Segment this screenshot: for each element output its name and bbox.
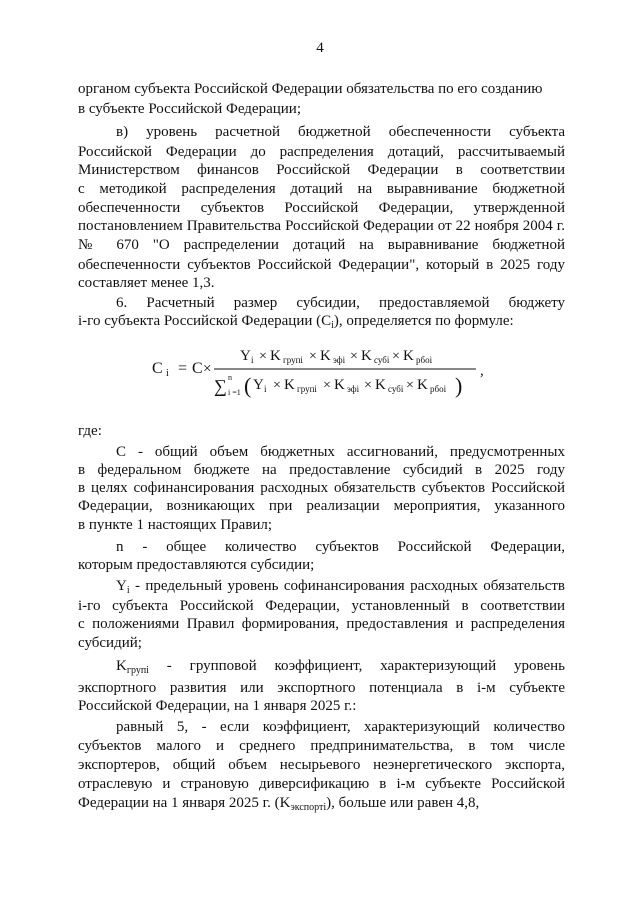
- formula-times: ×: [406, 378, 414, 393]
- text-line: Министерством финансов Российской Федерации в соответствии: [78, 162, 565, 178]
- formula-K: K: [361, 348, 372, 364]
- text-line: в федеральном бюджете на предоставление субсидий в 2025 году: [78, 462, 565, 478]
- formula-K: K: [417, 377, 428, 393]
- text-line: в пункте 1 настоящих Правил;: [78, 517, 273, 533]
- formula-K: K: [270, 348, 281, 364]
- formula-rparen: ): [455, 373, 463, 398]
- text-line: с методикой распределения дотаций на выравнивание бюджетной: [78, 181, 565, 197]
- symbol-subscript: i: [126, 585, 130, 596]
- text-fragment: i-го субъекта Российской Федерации (: [78, 313, 322, 329]
- formula-sub: рбоi: [430, 384, 447, 394]
- text-line: с положениями Правил формирования, предоставления и распределения: [78, 616, 565, 632]
- text-line: обеспеченности субъектов Российской Федерации, утвержденной: [78, 200, 565, 216]
- symbol-K: K: [116, 658, 127, 674]
- text-fragment: - групповой коэффициент, характеризующий уровень: [148, 658, 565, 674]
- text-line: отраслевую и страновую диверсификацию в i-м субъекте Российской: [78, 776, 565, 792]
- formula-sub: i: [166, 368, 169, 379]
- formula-sub: i: [264, 384, 267, 394]
- text-line: экспортеров, общий объем несырьевого неэнергетического экспорта,: [78, 757, 565, 773]
- formula-sub: i: [251, 355, 254, 365]
- formula-K: K: [375, 377, 386, 393]
- formula-eq: =: [178, 360, 188, 377]
- formula-sub: эфi: [333, 355, 346, 365]
- text-line: С - общий объем бюджетных ассигнований, предусмотренных: [116, 444, 565, 460]
- formula-C: C: [152, 360, 163, 377]
- formula-times: ×: [392, 349, 400, 364]
- page-number: 4: [316, 40, 324, 56]
- text-line: 6. Расчетный размер субсидии, предоставляемой бюджету: [116, 295, 565, 311]
- text-fragment: - предельный уровень софинансирования расходных обязательств: [129, 578, 565, 594]
- text-line: субсидий;: [78, 635, 142, 651]
- text-line: [116, 657, 565, 677]
- formula-sum-lower: i =1: [228, 388, 241, 397]
- formula-Y: Y: [253, 377, 264, 393]
- formula-sum: ∑: [214, 376, 227, 396]
- symbol-subscript: i: [331, 320, 334, 331]
- text-line: i-го субъекта Российской Федерации, установленный в соответствии: [78, 598, 565, 614]
- formula-times: ×: [309, 349, 317, 364]
- text-line: где:: [78, 423, 102, 439]
- formula-times: ×: [364, 378, 372, 393]
- text-fragment: ), определяется по формуле:: [333, 313, 514, 329]
- formula-K: K: [403, 348, 414, 364]
- formula-sub: субi: [388, 384, 404, 394]
- formula-sum-upper: n: [228, 373, 232, 382]
- symbol-Y: Y: [116, 578, 127, 594]
- symbol-subscript: экспортi: [290, 802, 327, 813]
- text-line: Российской Федерации до распределения дотаций, рассчитываемый: [78, 144, 565, 160]
- text-line: равный 5, - если коэффициент, характеризующий количество: [116, 719, 565, 735]
- formula-times: ×: [259, 349, 267, 364]
- text-line: субъектов малого и среднего предпринимательства, в том числе: [78, 738, 565, 754]
- text-line: [78, 794, 565, 814]
- text-line: [78, 312, 565, 332]
- formula-times: ×: [273, 378, 281, 393]
- text-line: в) уровень расчетной бюджетной обеспеченности субъекта: [116, 124, 565, 140]
- formula-times: ×: [323, 378, 331, 393]
- formula-sub: субi: [374, 355, 390, 365]
- text-line: которым предоставляются субсидии;: [78, 557, 315, 573]
- formula-K: K: [334, 377, 345, 393]
- formula-comma: ,: [480, 363, 484, 379]
- symbol-subscript: групi: [126, 665, 149, 676]
- formula-lparen: (: [244, 373, 252, 398]
- text-line: № 670 "О распределении дотаций на выравнивание бюджетной: [78, 237, 565, 253]
- formula-Y: Y: [240, 348, 251, 364]
- formula-sub: эфi: [347, 384, 360, 394]
- formula-sub: рбоi: [416, 355, 433, 365]
- text-line: органом субъекта Российской Федерации обязательства по его созданию: [78, 81, 543, 97]
- text-line: в субъекте Российской Федерации;: [78, 101, 302, 117]
- text-line: [116, 577, 565, 597]
- text-line: в целях софинансирования расходных обязательств субъектов Российской: [78, 480, 565, 496]
- text-line: постановлением Правительства Российской Федерации от 22 ноября 2004 г.: [78, 218, 565, 234]
- formula-times: ×: [350, 349, 358, 364]
- text-fragment: ), больше или равен 4,8,: [326, 795, 480, 811]
- symbol-K: K: [279, 795, 291, 811]
- text-line: обеспеченности субъектов Российской Федерации", который в 2025 году: [78, 257, 565, 273]
- formula-sub: групi: [297, 384, 317, 394]
- text-line: Федерации, возникающих при реализации мероприятия, указанного: [78, 498, 565, 514]
- symbol-C: C: [321, 313, 332, 329]
- subsidy-formula: [0, 340, 640, 400]
- formula-K: K: [284, 377, 295, 393]
- text-line: составляет менее 1,3.: [78, 275, 215, 291]
- formula-sub: групi: [283, 355, 303, 365]
- formula-C: C: [192, 360, 203, 377]
- text-line: экспортного развития или экспортного потенциала в i-м субъекте: [78, 680, 565, 696]
- text-line: n - общее количество субъектов Российской Федерации,: [116, 539, 565, 555]
- text-line: Российской Федерации, на 1 января 2025 г.:: [78, 698, 357, 714]
- formula-times: ×: [203, 361, 212, 377]
- formula-K: K: [320, 348, 331, 364]
- text-fragment: Федерации на 1 января 2025 г. (: [78, 795, 280, 811]
